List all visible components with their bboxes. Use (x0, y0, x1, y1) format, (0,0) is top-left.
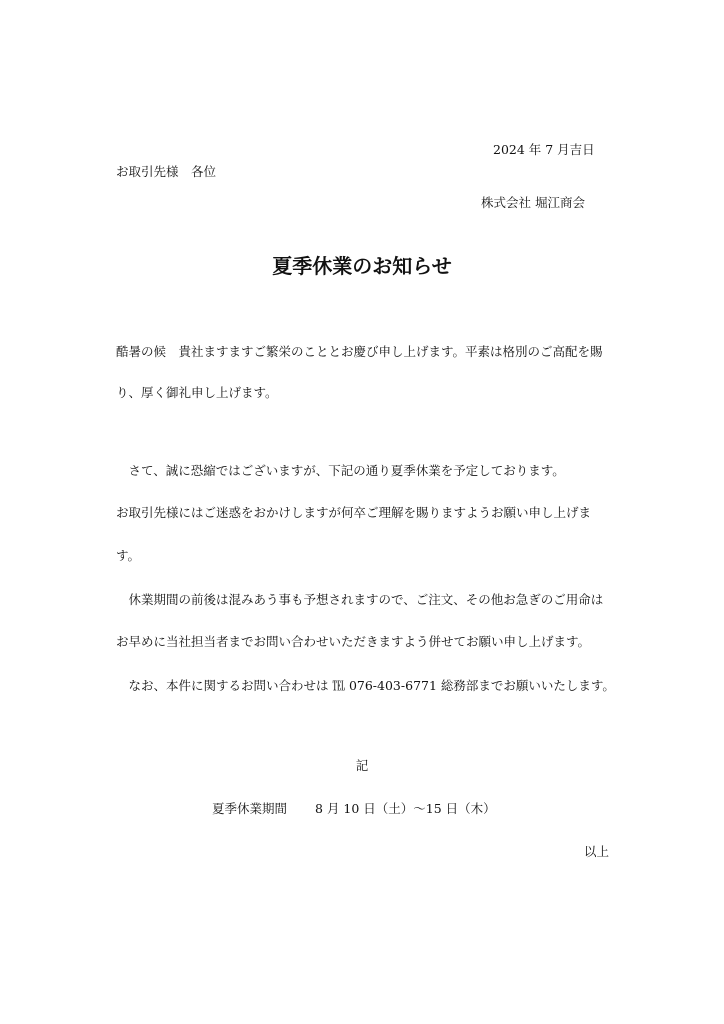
body-line: す。 (116, 548, 141, 563)
body-line: お取引先様にはご迷惑をおかけしますが何卒ご理解を賜りますようお願い申し上げま (116, 505, 592, 520)
holiday-period (212, 799, 496, 817)
sender-company: 株式会社 堀江商会 (481, 195, 585, 210)
ki-heading: 記 (355, 758, 369, 773)
holiday-period-label: 夏季休業期間 (212, 801, 288, 816)
holiday-period-value: 8 月 10 日（土）～15 日（木） (315, 801, 496, 816)
body-line: さて、誠に恐縮ではございますが、下記の通り夏季休業を予定しております。 (116, 463, 565, 478)
body-line: お早めに当社担当者までお問い合わせいただきますよう併せてお願い申し上げます。 (116, 634, 591, 649)
issue-date: 2024 年 7 月吉日 (493, 142, 595, 157)
closing-mark: 以上 (584, 844, 610, 859)
greeting-line: り、厚く御礼申し上げます。 (116, 385, 278, 400)
greeting-line: 酷暑の候 貴社ますますご繁栄のこととお慶び申し上げます。平素は格別のご高配を賜 (116, 344, 603, 359)
notice-title: 夏季休業のお知らせ (272, 254, 452, 278)
body-line: なお、本件に関するお問い合わせは ℡ 076-403-6771 総務部までお願いいたします。 (116, 678, 615, 693)
body-line: 休業期間の前後は混みあう事も予想されますので、ご注文、その他お急ぎのご用命は (116, 592, 604, 607)
recipient: お取引先様 各位 (116, 164, 217, 179)
